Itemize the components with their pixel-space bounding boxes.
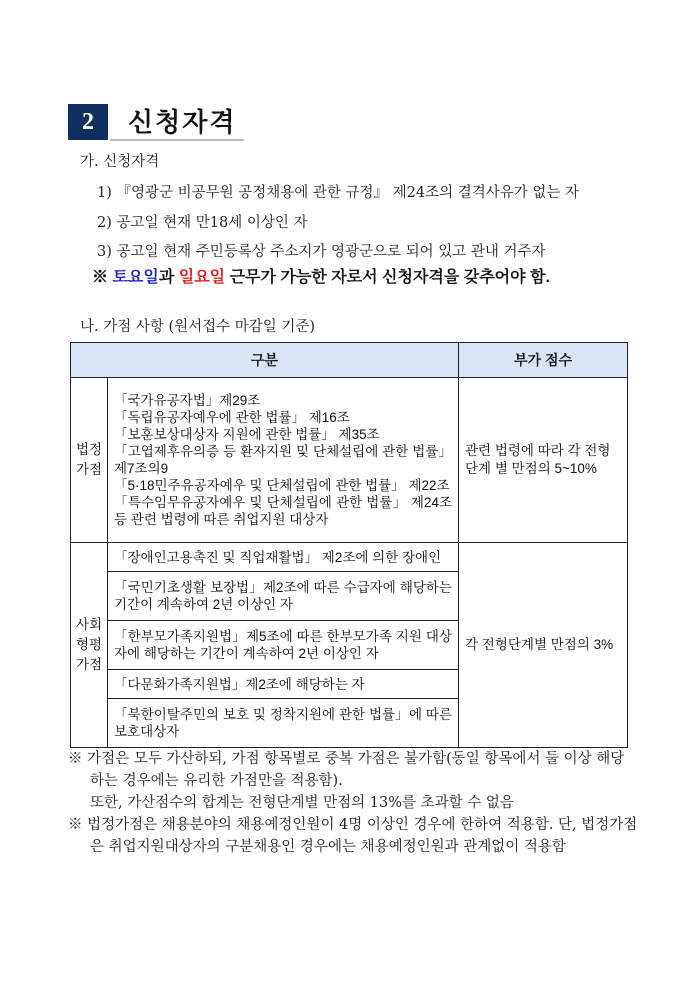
law-item: 「국가유공자법」제29조 xyxy=(114,393,261,408)
section-number: 2 xyxy=(68,104,108,140)
qualification-item: 2) 공고일 현재 만18세 이상인 자 xyxy=(97,215,308,231)
section-underline xyxy=(110,139,244,141)
section-title: 신청자격 xyxy=(128,107,237,137)
weekend-notice xyxy=(92,264,550,287)
law-item: 「보훈보상대상자 지원에 관한 법률」 제35조 xyxy=(114,427,380,442)
category-label: 법정 가점 xyxy=(75,442,103,477)
laws-cell xyxy=(108,378,459,543)
note-item: 또한, 가산점수의 합계는 전형단계별 만점의 13%를 초과할 수 없음 xyxy=(90,795,514,811)
notes xyxy=(68,748,638,858)
points-cell: 각 전형단계별 만점의 3% xyxy=(459,543,628,748)
points-cell: 관련 법령에 따라 각 전형단계 별 만점의 5~10% xyxy=(459,378,628,543)
law-item: 「다문화가족지원법」제2조에 해당하는 자 xyxy=(108,670,459,699)
qualification-item: 1) 『영광군 비공무원 공정채용에 관한 규정』 제24조의 결격사유가 없는 자 xyxy=(97,185,580,201)
law-item: 「독립유공자예우에 관한 법률」 제16조 xyxy=(114,410,350,425)
law-item: 「국민기초생활 보장법」제2조에 따른 수급자에 해당하는 기간이 계속하여 2년 이상인 자 xyxy=(108,572,459,621)
category-cell xyxy=(71,378,108,543)
note-item: ※ 법정가점은 채용분야의 채용예정인원이 4명 이상인 경우에 한하여 적용함. 단, 법정가점은 취업지원대상자의 구분채용인 경우에는 채용예정인원과 관계없이 적용함 xyxy=(68,817,638,855)
notice-rest: 근무가 가능한 자로서 신청자격을 갖추어야 함. xyxy=(225,269,550,286)
law-item: 「북한이탈주민의 보호 및 정착지원에 관한 법률」에 따른 보호대상자 xyxy=(108,699,459,748)
notice-mark: ※ xyxy=(92,269,109,286)
table-row xyxy=(71,543,628,572)
header-category: 구분 xyxy=(71,343,459,378)
qualification-item: 3) 공고일 현재 주민등록상 주소지가 영광군으로 되어 있고 관내 거주자 xyxy=(97,244,546,260)
category-label: 사회 형평 가점 xyxy=(75,617,103,672)
subsection-a-heading: 가. 신청자격 xyxy=(80,154,160,170)
bonus-points-table xyxy=(70,342,628,748)
header-points: 부가 점수 xyxy=(459,343,628,378)
table-row xyxy=(71,378,628,543)
law-item: 「특수임무유공자예우 및 단체설립에 관한 법률」 제24조 등 관련 법령에 따른 취업지원 대상자 xyxy=(114,495,452,527)
category-cell xyxy=(71,543,108,748)
subsection-b-heading: 나. 가점 사항 (원서접수 마감일 기준) xyxy=(80,319,316,335)
note-item: ※ 가점은 모두 가산하되, 가점 항목별로 중복 가점은 불가함(동일 항목에서 둘 이상 해당하는 경우에는 유리한 가점만을 적용함). xyxy=(68,751,625,789)
and-text: 과 xyxy=(158,269,179,286)
law-item: 「장애인고용촉진 및 직업재활법」 제2조에 의한 장애인 xyxy=(108,543,459,572)
sunday-text: 일요일 xyxy=(178,269,226,286)
law-item: 「한부모가족지원법」제5조에 따른 한부모가족 지원 대상자에 해당하는 기간이 계속하여 2년 이상인 자 xyxy=(108,621,459,670)
law-item: 「고엽제후유의증 등 환자지원 및 단체설립에 관한 법률」 제7조의9 xyxy=(114,444,452,476)
law-item: 「5·18민주유공자예우 및 단체설립에 관한 법률」 제22조 xyxy=(114,478,450,493)
table-header-row xyxy=(71,343,628,378)
saturday-text: 토요일 xyxy=(112,269,159,286)
